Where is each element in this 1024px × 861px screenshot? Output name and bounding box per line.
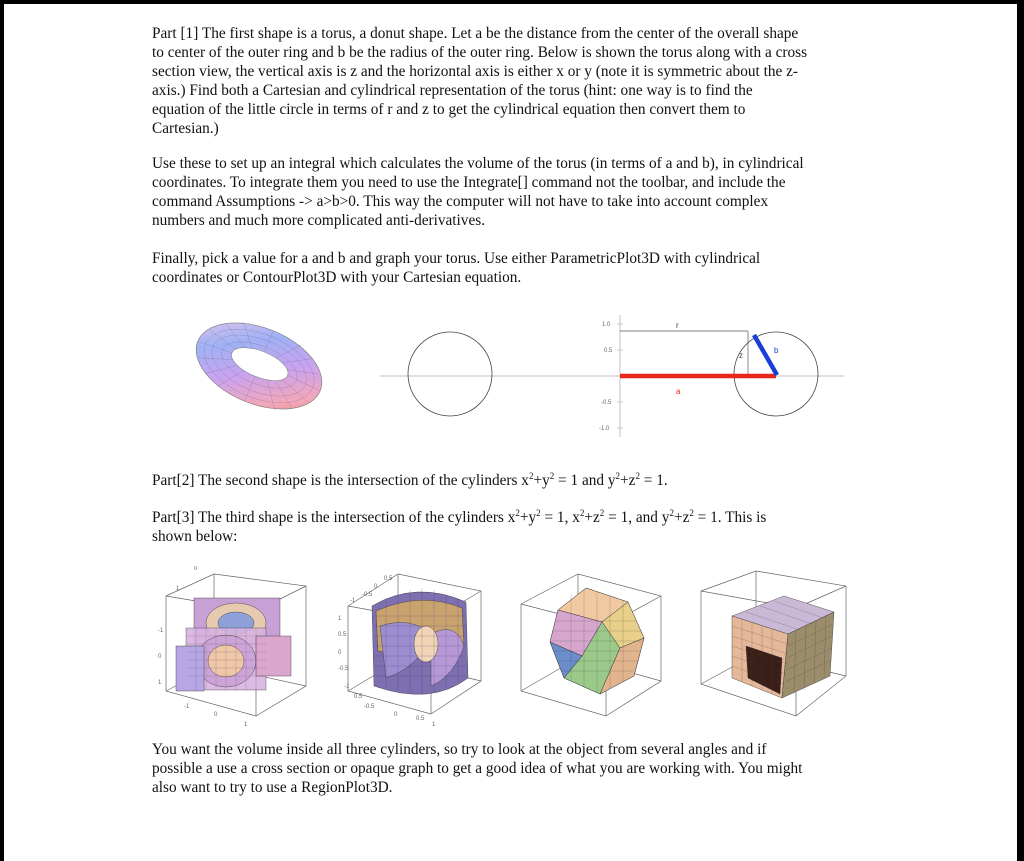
torus-figure: [188, 316, 330, 416]
text-line: possible a use a cross section or opaque graph to get a good idea of what you are working with. You might: [152, 760, 803, 777]
axis-label: 0: [338, 650, 342, 656]
superscript: 2: [635, 471, 640, 481]
axis-label: 1: [176, 586, 180, 592]
text-line: also want to try to use a RegionPlot3D.: [152, 779, 393, 796]
axis-label: -0.5: [338, 666, 349, 672]
tick-label: 1.0: [602, 322, 611, 328]
cylinders-intersection-plot-4: [696, 566, 856, 726]
text-line: to center of the outer ring and b be the radius of the outer ring. Below is shown the torus along with a cross: [152, 44, 808, 61]
text-line: equation of the little circle in terms of r and z to get the cylindrical equation then convert them to: [152, 101, 746, 118]
axis-label: -1: [184, 704, 190, 710]
cylinders-intersection-plot-3: [516, 566, 666, 726]
graph-paragraph: [152, 249, 864, 287]
axis-label: 0: [374, 584, 378, 590]
part1-paragraph: [152, 24, 864, 138]
left-circle: [408, 332, 492, 416]
cylinders-intersection-plot-1: [156, 566, 311, 731]
part2-paragraph: [152, 467, 864, 490]
document-page: [4, 4, 1017, 861]
label-r: r: [676, 321, 679, 330]
tick-label: -0.5: [601, 400, 612, 406]
label-a: a: [676, 387, 681, 396]
tick-label: -1.0: [599, 426, 610, 432]
label-b: b: [774, 346, 779, 355]
integral-paragraph: [152, 154, 864, 230]
axis-label: 0.5: [384, 576, 393, 582]
text-line: numbers and much more complicated anti-derivatives.: [152, 212, 486, 229]
text-line: Part[3] The third shape is the intersection of the cylinders $x^2+y^2 = 1$, $x^2+z^2 = 1$, and $y^2+z^2 = 1$. This is: [152, 508, 767, 527]
axis-label: 1: [244, 722, 248, 728]
axis-label: 0: [214, 712, 218, 718]
text-line: coordinates or ContourPlot3D with your Cartesian equation.: [152, 269, 522, 286]
text: +y: [533, 472, 550, 490]
b-line: [754, 335, 777, 375]
axis-label: 0.5: [354, 694, 363, 700]
axis-label: 1: [158, 680, 162, 686]
text-line: command Assumptions -> a>b>0. This way the computer will not have to take into account complex: [152, 193, 769, 210]
axis-label: 0: [394, 712, 398, 718]
text: Part[2] The second shape is the intersection of the cylinders x: [152, 472, 529, 490]
text-line: Use these to set up an integral which calculates the volume of the torus (in terms of a and b), in cylindrical: [152, 155, 804, 172]
cylinders-intersection-plot-2: [336, 566, 486, 731]
axis-label: 1: [338, 616, 342, 622]
axis-label: 0.5: [416, 716, 425, 722]
axis-label: 0: [158, 654, 162, 660]
text: = 1.: [639, 472, 668, 490]
axis-label: -1: [350, 598, 356, 604]
part3-paragraph: [152, 504, 864, 546]
torus-cross-section-diagram: [370, 312, 846, 442]
text-line: You want the volume inside all three cylinders, so try to look at the object from several angles and if: [152, 741, 767, 758]
text-line: section view, the vertical axis is z and the horizontal axis is either x or y (note it is symmetric about the z-: [152, 63, 798, 80]
tick-label: 0.5: [604, 348, 613, 354]
text-line: Finally, pick a value for a and b and graph your torus. Use either ParametricPlot3D with cylindrical: [152, 250, 761, 267]
text: +z: [620, 472, 636, 490]
superscript: 2: [528, 471, 534, 481]
axis-label: 1: [432, 722, 436, 728]
axis-label: -0.5: [364, 704, 375, 710]
text-line: shown below:: [152, 528, 238, 546]
axis-label: -1: [344, 684, 350, 690]
text-line: axis.) Find both a Cartesian and cylindrical representation of the torus (hint: one way is to find the: [152, 82, 753, 99]
axis-label: -1: [158, 628, 164, 634]
final-paragraph: [152, 740, 864, 797]
axis-label: 0: [194, 566, 198, 572]
text-line: Cartesian.): [152, 120, 219, 137]
text: = 1 and y: [554, 472, 616, 490]
text-line: Part [1] The first shape is a torus, a donut shape. Let a be the distance from the center of the overall shape: [152, 25, 799, 42]
label-z: z: [739, 351, 743, 360]
superscript: 2: [549, 471, 555, 481]
text-line: coordinates. To integrate them you need to use the Integrate[] command not the toolbar, and include the: [152, 174, 786, 191]
axis-label: -0.5: [362, 592, 373, 598]
superscript: 2: [615, 471, 621, 481]
axis-label: 0.5: [338, 632, 347, 638]
